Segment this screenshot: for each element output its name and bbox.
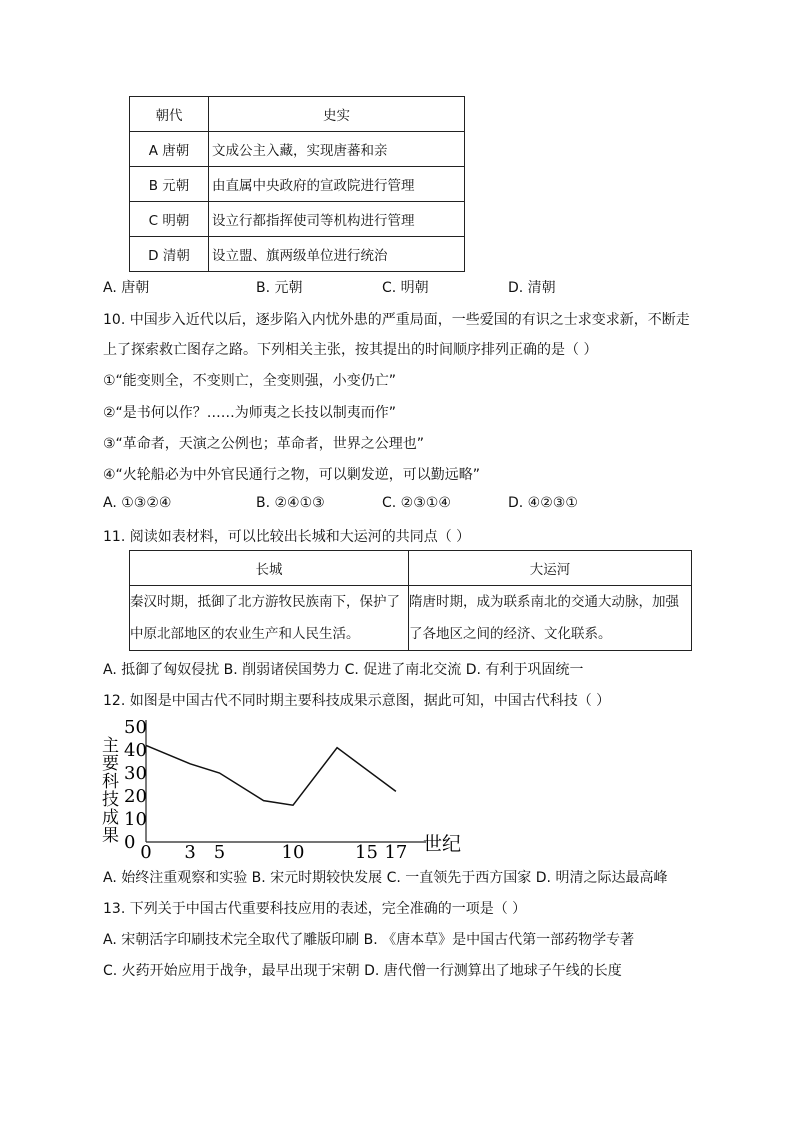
y-axis-label-char: 主 — [102, 736, 119, 756]
table-cell: A 唐朝 — [130, 132, 209, 167]
x-tick-label: 3 — [184, 842, 196, 860]
q11-stem: 11. 阅读如表材料，可以比较出长城和大运河的共同点（ ） — [103, 529, 471, 545]
q13-stem: 13. 下列关于中国古代重要科技应用的表述，完全准确的一项是（ ） — [103, 901, 527, 917]
q10-stem-line2: 上了探索救亡图存之路。下列相关主张，按其提出的时间顺序排列正确的是（ ） — [103, 342, 598, 358]
q10-stem-line1: 10. 中国步入近代以后，逐步陷入内忧外患的严重局面，一些爱国的有识之士求变求新，不断走 — [103, 312, 690, 328]
series-line — [146, 745, 396, 805]
q13-options-line2[interactable]: C. 火药开始应用于战争，最早出现于宋朝 D. 唐代僧一行测算出了地球子午线的长度 — [103, 963, 622, 979]
table-row — [130, 237, 465, 272]
q9-option-b[interactable]: B. 元朝 — [256, 280, 303, 296]
q11-options[interactable]: A. 抵御了匈奴侵扰 B. 削弱诸侯国势力 C. 促进了南北交流 D. 有利于巩固统一 — [103, 662, 584, 678]
y-axis-label-char: 技 — [102, 790, 119, 810]
table-row — [130, 586, 692, 651]
q10-option-d[interactable]: D. ④②③① — [508, 495, 578, 511]
y-tick-label: 0 — [124, 832, 136, 853]
x-tick-label: 5 — [213, 842, 226, 860]
table-cell: 设立盟、旗两级单位进行统治 — [209, 237, 465, 272]
table-header-cell: 朝代 — [130, 97, 209, 132]
table-row — [130, 167, 465, 202]
table-cell: 文成公主入藏，实现唐蕃和亲 — [209, 132, 465, 167]
q10-item-2: ②“是书何以作？……为师夷之长技以制夷而作” — [103, 405, 397, 421]
table-cell: C 明朝 — [130, 202, 209, 237]
y-tick-label: 50 — [124, 717, 147, 738]
y-axis-label-char: 果 — [102, 826, 119, 846]
cell-line: 隋唐时期，成为联系南北的交通大动脉，加强 — [409, 594, 679, 610]
cell-line: 中原北部地区的农业生产和人民生活。 — [130, 626, 360, 642]
y-axis-label-char: 要 — [102, 754, 119, 774]
q9-option-c[interactable]: C. 明朝 — [382, 280, 429, 296]
y-tick-label: 40 — [124, 740, 147, 761]
q13-options-line1[interactable]: A. 宋朝活字印刷技术完全取代了雕版印刷 B. 《唐本草》是中国古代第一部药物学专著 — [103, 932, 635, 948]
x-axis-label: 世纪 — [423, 833, 462, 855]
table-header-row — [130, 551, 692, 586]
table-row — [130, 202, 465, 237]
q12-options[interactable]: A. 始终注重观察和实验 B. 宋元时期较快发展 C. 一直领先于西方国家 D. 明清之际达最高峰 — [103, 870, 668, 886]
q12-stem: 12. 如图是中国古代不同时期主要科技成果示意图，据此可知，中国古代科技（ ） — [103, 693, 611, 709]
q10-option-a[interactable]: A. ①③②④ — [103, 495, 172, 511]
table-cell: B 元朝 — [130, 167, 209, 202]
table-header-cell: 长城 — [130, 551, 409, 586]
y-axis-label — [102, 736, 119, 846]
q12-line-chart — [100, 715, 480, 860]
cell-line: 秦汉时期，抵御了北方游牧民族南下，保护了 — [130, 594, 400, 610]
q10-item-4: ④“火轮船必为中外官民通行之物，可以剿发逆，可以勤远略” — [103, 467, 481, 483]
y-tick-label: 10 — [124, 809, 147, 830]
table-cell: D 清朝 — [130, 237, 209, 272]
q10-option-c[interactable]: C. ②③①④ — [382, 495, 451, 511]
q9-table — [129, 96, 465, 272]
table-cell: 由直属中央政府的宣政院进行管理 — [209, 167, 465, 202]
q10-item-1: ①“能变则全，不变则亡，全变则强，小变仍亡” — [103, 373, 397, 389]
y-tick-label: 20 — [124, 786, 147, 807]
x-tick-label: 17 — [384, 842, 408, 860]
q10-item-3: ③“革命者，天演之公例也；革命者，世界之公理也” — [103, 436, 425, 452]
table-cell: 设立行都指挥使司等机构进行管理 — [209, 202, 465, 237]
table-header-cell: 大运河 — [409, 551, 692, 586]
cell-line: 了各地区之间的经济、文化联系。 — [409, 626, 612, 642]
q9-option-a[interactable]: A. 唐朝 — [103, 280, 150, 296]
table-header-row — [130, 97, 465, 132]
y-tick-label: 30 — [124, 763, 147, 784]
table-cell — [409, 586, 692, 651]
table-row — [130, 132, 465, 167]
q11-table — [129, 550, 692, 651]
table-header-cell: 史实 — [209, 97, 465, 132]
y-axis-label-char: 成 — [102, 808, 119, 828]
y-axis-label-char: 科 — [102, 772, 119, 792]
q9-option-d[interactable]: D. 清朝 — [508, 280, 556, 296]
x-tick-label: 15 — [355, 842, 378, 860]
x-tick-label: 10 — [281, 842, 305, 860]
x-tick-label: 0 — [140, 842, 152, 860]
q10-option-b[interactable]: B. ②④①③ — [256, 495, 325, 511]
table-cell — [130, 586, 409, 651]
